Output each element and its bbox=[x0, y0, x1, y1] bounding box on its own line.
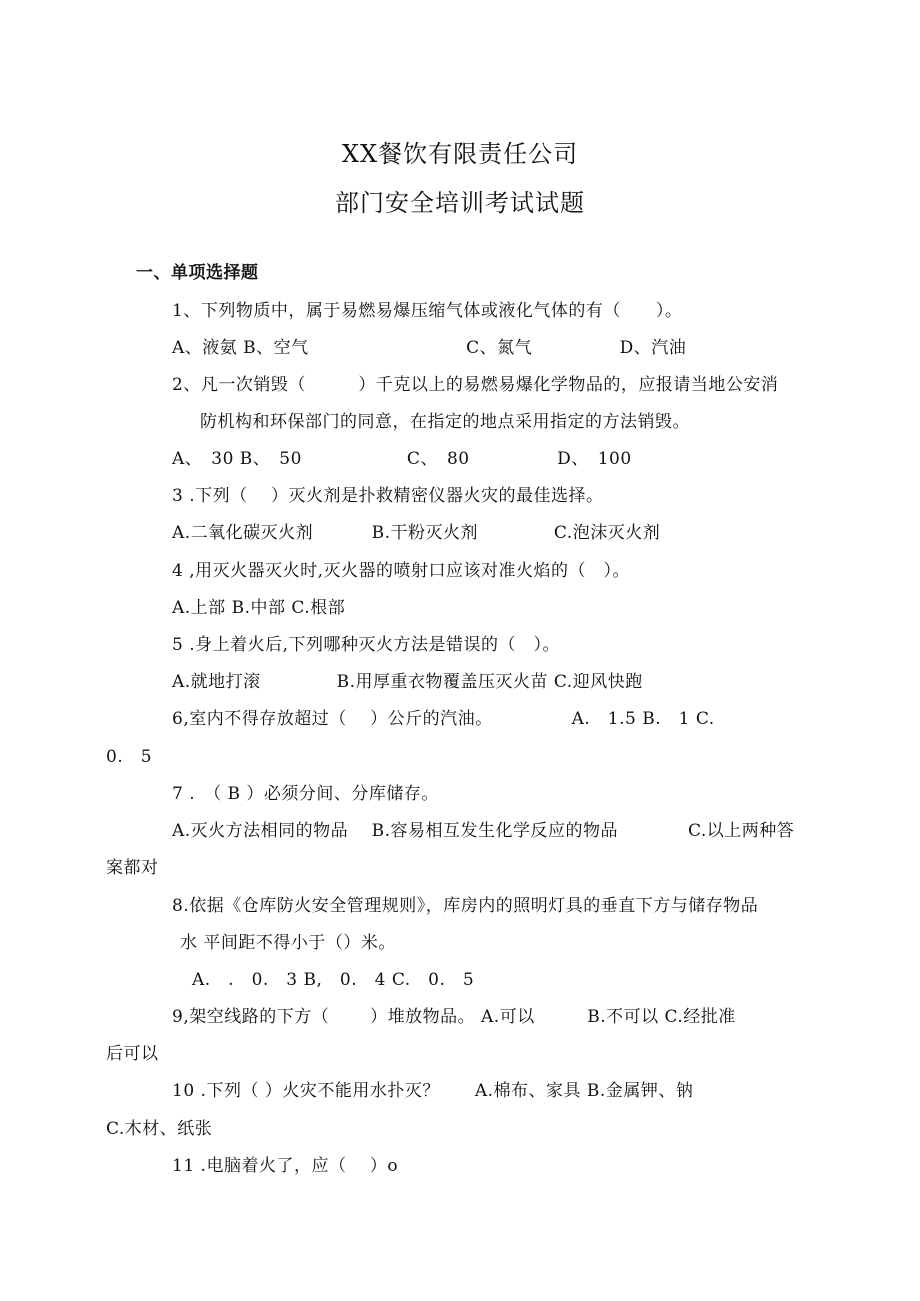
question-3-options: A.二氧化碳灭火剂 B.干粉灭火剂 C.泡沫灭火剂 bbox=[172, 523, 661, 543]
question-9: 9,架空线路的下方（ ）堆放物品。 A.可以 B.不可以 C.经批准 bbox=[172, 1007, 736, 1027]
question-6-continued: 0. 5 bbox=[106, 747, 153, 767]
question-1-options: A、液氨 B、空气 C、氮气 D、汽油 bbox=[172, 338, 687, 358]
question-1: 1、下列物质中，属于易燃易爆压缩气体或液化气体的有（ ）。 bbox=[172, 301, 683, 321]
question-2: 2、凡一次销毁（ ）千克以上的易燃易爆化学物品的，应报请当地公安消 bbox=[172, 375, 779, 395]
question-2-options: A、 30 B、 50 C、 80 D、 100 bbox=[172, 449, 632, 469]
section-heading: 一、单项选择题 bbox=[136, 263, 259, 283]
document-title: XX餐饮有限责任公司 bbox=[341, 140, 579, 168]
question-7-continued: 案都对 bbox=[106, 858, 159, 878]
question-8: 8.依据《仓库防火安全管理规则》，库房内的照明灯具的垂直下方与储存物品 bbox=[172, 896, 759, 916]
question-5-options: A.就地打滚 B.用厚重衣物覆盖压灭火苗 C.迎风快跑 bbox=[172, 672, 643, 692]
question-3: 3 .下列（ ）灭火剂是扑救精密仪器火灾的最佳选择。 bbox=[172, 486, 604, 506]
question-7-options: A.灭火方法相同的物品 B.容易相互发生化学反应的物品 C.以上两种答 bbox=[172, 821, 795, 841]
question-5: 5 .身上着火后,下列哪种灭火方法是错误的（ ）。 bbox=[172, 635, 561, 655]
question-10: 10 .下列（ ）火灾不能用水扑灭？ A.棉布、家具 B.金属钾、钠 bbox=[172, 1081, 694, 1101]
question-8-continued: 水 平间距不得小于（）米。 bbox=[180, 933, 396, 953]
question-8-options: A. . 0. 3 B, 0. 4 C. 0. 5 bbox=[192, 970, 475, 990]
question-4-options: A.上部 B.中部 C.根部 bbox=[172, 598, 346, 618]
question-11: 11 .电脑着火了，应（ ）o bbox=[172, 1156, 399, 1176]
document-subtitle: 部门安全培训考试试题 bbox=[335, 189, 585, 217]
question-6: 6,室内不得存放超过（ ）公斤的汽油。 A. 1.5 B. 1 C. bbox=[172, 709, 715, 729]
question-7: 7 . （ B ）必须分间、分库储存。 bbox=[172, 784, 439, 804]
question-10-continued: C.木材、纸张 bbox=[106, 1119, 213, 1139]
question-9-continued: 后可以 bbox=[106, 1044, 159, 1064]
question-2-continued: 防机构和环保部门的同意，在指定的地点采用指定的方法销毁。 bbox=[200, 412, 690, 432]
question-4: 4 ,用灭火器灭火时,灭火器的喷射口应该对准火焰的（ ）。 bbox=[172, 561, 631, 581]
